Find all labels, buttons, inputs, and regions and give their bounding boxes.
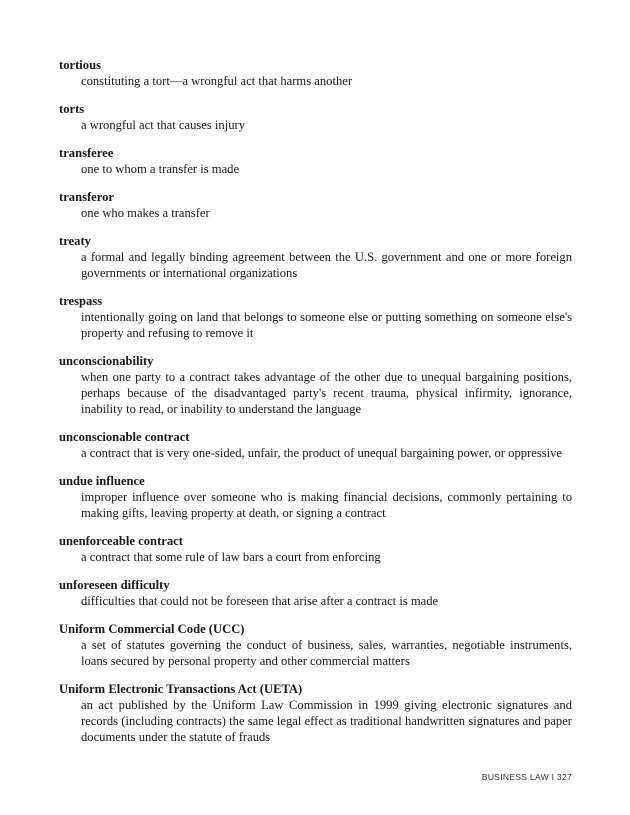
glossary-definition: a contract that is very one-sided, unfair, the product of unequal bargaining power, or oppressive: [81, 446, 563, 460]
glossary-term: unenforceable contract: [59, 534, 183, 548]
glossary-term: transferor: [59, 190, 115, 204]
glossary-entry-transferee: [59, 145, 572, 177]
glossary-definition: a contract that some rule of law bars a court from enforcing: [81, 550, 381, 564]
glossary-term: tortious: [59, 58, 101, 72]
glossary-entry-trespass: [59, 293, 572, 341]
glossary-entry-treaty: [59, 233, 572, 281]
glossary-definition: improper influence over someone who is making financial decisions, commonly pertaining to making gifts, leaving property at death, or signing a contract: [81, 490, 572, 520]
glossary-definition: a wrongful act that causes injury: [81, 118, 246, 132]
glossary-term: Uniform Electronic Transactions Act (UETA): [59, 682, 303, 696]
glossary-definition: difficulties that could not be foreseen that arise after a contract is made: [81, 594, 439, 608]
glossary-term: undue influence: [59, 474, 145, 488]
glossary-definition: intentionally going on land that belongs to someone else or putting something on someone else's property and refusing to remove it: [81, 310, 572, 340]
glossary-definition: a set of statutes governing the conduct of business, sales, warranties, negotiable instruments, loans secured by personal property and other commercial matters: [81, 638, 572, 668]
glossary-term: unconscionability: [59, 354, 154, 368]
glossary-term: Uniform Commercial Code (UCC): [59, 622, 245, 636]
glossary-entry-ueta: [59, 681, 572, 745]
glossary-entry-unconscionability: [59, 353, 572, 417]
glossary-entry-tortious: [59, 57, 572, 89]
glossary-entry-unforeseen-difficulty: [59, 577, 572, 609]
page-footer: BUSINESS LAW I 327: [481, 772, 572, 782]
glossary-definition: one to whom a transfer is made: [81, 162, 240, 176]
glossary-entry-unconscionable-contract: [59, 429, 572, 461]
glossary-term: unforeseen difficulty: [59, 578, 170, 592]
glossary-entry-undue-influence: [59, 473, 572, 521]
glossary-term: unconscionable contract: [59, 430, 190, 444]
glossary-definition: one who makes a transfer: [81, 206, 210, 220]
glossary-list: [59, 57, 572, 757]
glossary-entry-ucc: [59, 621, 572, 669]
glossary-entry-transferor: [59, 189, 572, 221]
glossary-entry-torts: [59, 101, 572, 133]
glossary-term: torts: [59, 102, 85, 116]
glossary-definition: an act published by the Uniform Law Commission in 1999 giving electronic signatures and records (including contracts) the same legal effect as traditional handwritten signatures and paper documents under the statute of frauds: [81, 698, 572, 744]
glossary-entry-unenforceable-contract: [59, 533, 572, 565]
glossary-term: trespass: [59, 294, 103, 308]
glossary-definition: when one party to a contract takes advantage of the other due to unequal bargaining positions, perhaps because of the disadvantaged party's recent trauma, physical infirmity, ignorance, inability to read, or inability to understand the language: [81, 370, 572, 416]
glossary-term: treaty: [59, 234, 91, 248]
glossary-term: transferee: [59, 146, 114, 160]
glossary-definition: a formal and legally binding agreement between the U.S. government and one or more foreign governments or international organizations: [81, 250, 572, 280]
glossary-definition: constituting a tort—a wrongful act that harms another: [81, 74, 353, 88]
